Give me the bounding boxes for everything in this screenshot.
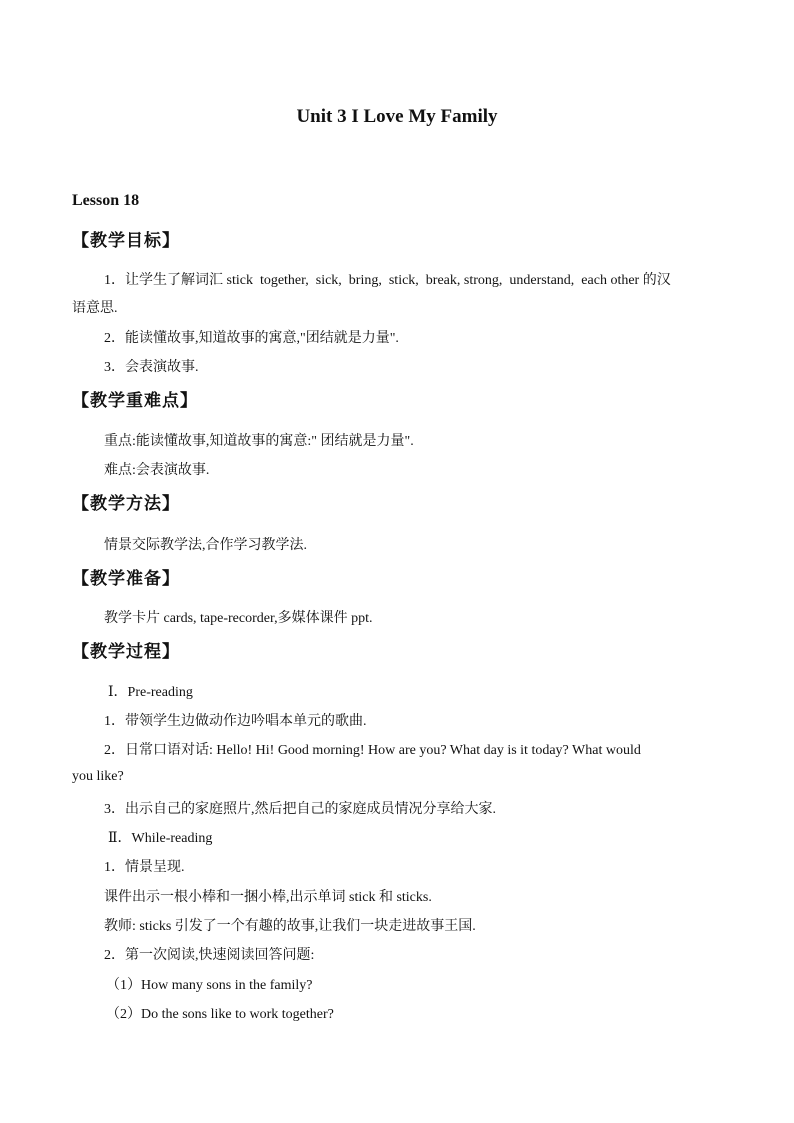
process-stage-while-reading: Ⅱ．While-reading <box>108 831 213 846</box>
objective-line-1-text: 1．让学生了解词汇 stick together, sick, bring, stick, break, strong, understand, each other 的汉 <box>104 273 671 288</box>
key-point-line: 重点:能读懂故事,知道故事的寓意:" 团结就是力量". <box>104 434 414 449</box>
question-1: （1）How many sons in the family? <box>106 978 313 993</box>
objective-line-2: 2．能读懂故事,知道故事的寓意,"团结就是力量". <box>104 331 399 346</box>
process-line-2: 2．日常口语对话: Hello! Hi! Good morning! How are you? What day is it today? What would <box>104 743 641 758</box>
section-heading-methods: 【教学方法】 <box>72 494 180 513</box>
objective-line-1-cont: 语意思. <box>72 301 118 316</box>
process-line-7: 2．第一次阅读,快速阅读回答问题: <box>104 948 315 963</box>
section-heading-process: 【教学过程】 <box>72 642 180 661</box>
process-line-6: 教师: sticks 引发了一个有趣的故事,让我们一块走进故事王国. <box>104 919 476 934</box>
process-line-1: 1．带领学生边做动作边吟唱本单元的歌曲. <box>104 714 367 729</box>
objective-line-3: 3．会表演故事. <box>104 360 199 375</box>
process-line-4: 1．情景呈现. <box>104 860 185 875</box>
lesson-heading: Lesson 18 <box>72 192 140 209</box>
process-line-5: 课件出示一根小棒和一捆小棒,出示单词 stick 和 sticks. <box>104 890 432 905</box>
process-stage-pre-reading: Ⅰ．Pre-reading <box>108 685 193 700</box>
process-line-3: 3．出示自己的家庭照片,然后把自己的家庭成员情况分享给大家. <box>104 802 496 817</box>
difficulty-line: 难点:会表演故事. <box>104 463 210 478</box>
section-heading-key-points: 【教学重难点】 <box>72 391 198 410</box>
objective-line-1 <box>104 269 721 289</box>
section-heading-preparation: 【教学准备】 <box>72 569 180 588</box>
section-heading-objectives: 【教学目标】 <box>72 231 180 250</box>
question-2: （2）Do the sons like to work together? <box>106 1007 334 1022</box>
process-line-2-cont: you like? <box>72 769 124 784</box>
document-title: Unit 3 I Love My Family <box>296 106 498 127</box>
methods-line: 情景交际教学法,合作学习教学法. <box>104 538 307 553</box>
preparation-line: 教学卡片 cards, tape-recorder,多媒体课件 ppt. <box>104 611 373 626</box>
